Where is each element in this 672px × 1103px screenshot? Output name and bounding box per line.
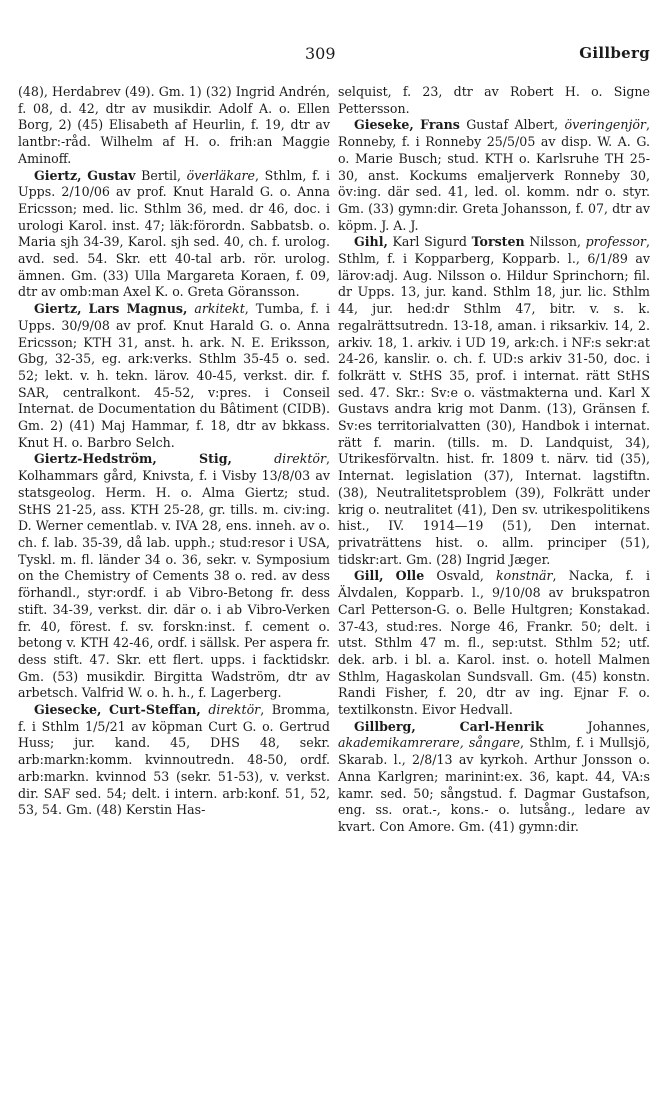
entry-surname: Gihl,	[354, 234, 388, 250]
entry-text: , Sthlm, f. i Kopparberg, Kopparb. l., 6/1/89 av lärov:adj. Aug. Nilsson o. Hildur Sprinchorn; fil. dr Upps. 13, jur. kand. Sthlm 18, jur. lic. Sthlm 44, jur. hed:dr Sthlm 47, bitr. v. s. k. regalrättsutredn. 13-18, aman. i riksarkiv. 14, 2. arkiv. 18, 1. arkiv. i UD 19, ark:ch. i NF:s sekr:at 24-26, kanslir. o. ch. f. UD:s arkiv 31-50, doc. i folkrätt v. StHS 35, prof. i internat. rätt StHS sed. 47. Skr.: Sv:e o. västmakterna und. Karl X Gustavs andra krig mot Danm. (13), Gränsen f. Sv:es territorialvatten (30), Handbok i internat. rätt f. marin. (tills. m. D. Landquist, 34), Utrikesförvaltn. hist. fr. 1809 t. närv. tid (35), Internat. legislation (37), Internat. lagstiftn. (38), Neutralitetsproblem (39), Folkrätt under krig o. neutralitet (41), Den sv. utrikespolitikens hist., IV. 1914—19 (51), Den internat. privaträttens hist. o. allm. principer (51), tidskr:art. Gm. (28) Ingrid Jæger.	[338, 234, 650, 567]
entry-given-name: Lars Magnus,	[88, 301, 188, 317]
entry-gieseke	[338, 117, 650, 234]
entry-given-rest: Nilsson,	[529, 234, 581, 250]
entry-text: , Sthlm, f. i Upps. 2/10/06 av prof. Knut Harald G. o. Anna Ericsson; med. lic. Sthlm 36, med. dr 46, doc. i urologi Karol. inst. 47; läk:förordn. Sabbatsb. o. Maria sjh 34-39, Karol. sjh sed. 40, ch. f. urolog. avd. sed. 54. Skr. ett 40-tal arb. rör. urolog. ämnen. Gm. (33) Ulla Margareta Koraen, f. 09, dtr av omb:man Axel K. o. Greta Göransson.	[18, 167, 330, 300]
entry-giertz-lars	[18, 301, 330, 451]
entry-text: selquist, f. 23, dtr av Robert H. o. Signe Pettersson.	[338, 84, 650, 116]
entry-given-name: Carl-Henrik	[459, 718, 544, 734]
entry-occupation: överingenjör	[564, 117, 646, 133]
page-number: 309	[305, 44, 336, 63]
entry-given-rest: Bertil,	[141, 167, 182, 183]
entry-surname: Gillberg,	[354, 718, 416, 734]
entry-given-name: Stig,	[199, 451, 232, 467]
entry-surname: Giertz,	[34, 301, 82, 317]
entry-given-rest: Gustaf Albert,	[466, 117, 559, 133]
entry-gihl	[338, 234, 650, 568]
entry-text: , Ronneby, f. i Ronneby 25/5/05 av disp. W. A. G. o. Marie Busch; stud. KTH o. Karlsruhe TH 25-30, anst. Kockums emaljerverk Ronneby 30, öv:ing. där sed. 41, led. ol. komm. ndr o. styr. Gm. (33) gymn:dir. Greta Johansson, f. 07, dtr av köpm. J. A. J.	[338, 117, 650, 233]
right-column	[338, 84, 650, 836]
entry-gill	[338, 568, 650, 718]
entry-giertz-hedstrom	[18, 451, 330, 702]
entry-given-name: Curt-Steffan,	[108, 702, 201, 718]
entry-text: , Bromma, f. i Sthlm 1/5/21 av köpman Curt G. o. Gertrud Huss; jur. kand. 45, DHS 48, sekr. arb:markn:komm. kvinnoutredn. 48-50, ordf. arb:markn. kvinnod 53 (sekr. 51-53), v. verkst. dir. SAF sed. 54; delt. i intern. arb:konf. 51, 52, 53, 54. Gm. (48) Kerstin Has-	[18, 702, 330, 818]
entry-text: , Tumba, f. i Upps. 30/9/08 av prof. Knut Harald G. o. Anna Ericsson; KTH 31, anst. h. ark. N. E. Eriksson, Gbg, 32-35, eg. ark:verks. Sthlm 35-45 o. sed. 52; lekt. v. h. tekn. lärov. 40-45, verkst. dir. f. SAR, centralkont. 45-52, v:pres. i Conseil Internat. de Documentation du Bâtiment (CIDB). Gm. 2) (41) Maj Hammar, f. 18, dtr av bkkass. Knut H. o. Barbro Selch.	[18, 301, 330, 450]
entry-giertz-gustav	[18, 168, 330, 302]
entry-surname: Giertz-Hedström,	[34, 451, 157, 467]
entry-surname: Giesecke,	[34, 702, 102, 718]
entry-giesecke	[18, 702, 330, 819]
entry-continued	[18, 84, 330, 168]
entry-given-name: Frans	[420, 117, 460, 133]
entry-text: , Kolhammars gård, Knivsta, f. i Visby 13/8/03 av statsgeolog. Herm. H. o. Alma Giertz; stud. StHS 21-25, ass. KTH 25-28, gr. tills. m. civ:ing. D. Werner cementlab. v. IVA 28, ens. inneh. av o. ch. f. lab. 35-39, då lab. upph.; stud:resor i USA, Tyskl. m. fl. länder 34 o. 36, sekr. v. Symposium on the Chemistry of Cements 38 o. red. av dess förhandl., styr:ordf. i ab Vibro-Betong fr. dess stift. 34-39, verkst. dir. där o. i ab Vibro-Verken fr. 40, förest. f. sv. forskn:inst. f. cement o. betong v. KTH 42-46, ordf. i sällsk. Per aspera fr. dess stift. 47. Skr. ett flert. upps. i facktidskr. Gm. (53) musikdir. Birgitta Wadström, dtr av arbetsch. Valfrid W. o. h. h., f. Lagerberg.	[18, 451, 330, 701]
entry-gillberg	[338, 719, 650, 836]
entry-occupation: överläkare	[186, 167, 255, 183]
entry-occupation: akademikamrerare, sångare	[338, 735, 521, 751]
entry-given-rest: Osvald,	[436, 568, 484, 584]
running-head: Gillberg	[579, 44, 650, 62]
entry-text: (48), Herdabrev (49). Gm. 1) (32) Ingrid Andrén, f. 08, d. 42, dtr av musikdir. Adolf A. o. Ellen Borg, 2) (45) Elisabeth af Heurlin, f. 19, dtr av lantbr:-råd. Wilhelm af H. o. frih:an Maggie Aminoff.	[18, 84, 330, 166]
entry-text: , Sthlm, f. i Mullsjö, Skarab. l., 2/8/13 av kyrkoh. Arthur Jonsson o. Anna Karlgren; marinint:ex. 36, kapt. 44, VA:s kamr. sed. 50; sångstud. f. Dagmar Gustafson, eng. ss. orat.-, kons.- o. lutsång., ledare av kvart. Con Amore. Gm. (41) gymn:dir.	[338, 735, 650, 834]
entry-given-name: Olle	[395, 568, 425, 584]
entry-occupation: direktör	[208, 702, 261, 718]
entry-given-rest: Johannes,	[587, 718, 650, 734]
entry-surname: Gieseke,	[354, 117, 414, 133]
entry-given-name: Gustav	[87, 167, 136, 183]
entry-text: , Nacka, f. i Älvdalen, Kopparb. l., 9/10/08 av brukspatron Carl Petterson-G. o. Belle Hultgren; Konstakad. 37-43, stud:res. Norge 46, Frankr. 50; delt. i utst. Sthlm 47 m. fl., sep:utst. Sthlm 52; utf. dek. arb. i bl. a. Karol. inst. o. hotell Malmen Sthlm, Hagaskolan Sundsvall. Gm. (45) konstn. Randi Fisher, f. 20, dtr av ing. Ejnar F. o. textilkonstn. Eivor Hedvall.	[338, 568, 650, 718]
entry-surname: Gill,	[354, 568, 384, 584]
entry-occupation: konstnär	[496, 568, 553, 584]
entry-occupation: direktör	[274, 451, 326, 467]
entry-surname: Giertz,	[34, 167, 82, 183]
entry-given-name: Torsten	[471, 234, 525, 250]
entry-given-pre: Karl Sigurd	[392, 234, 467, 250]
left-column	[18, 84, 330, 819]
entry-occupation: arkitekt	[194, 301, 245, 317]
entry-occupation: professor	[585, 234, 646, 250]
entry-continued	[338, 84, 650, 117]
